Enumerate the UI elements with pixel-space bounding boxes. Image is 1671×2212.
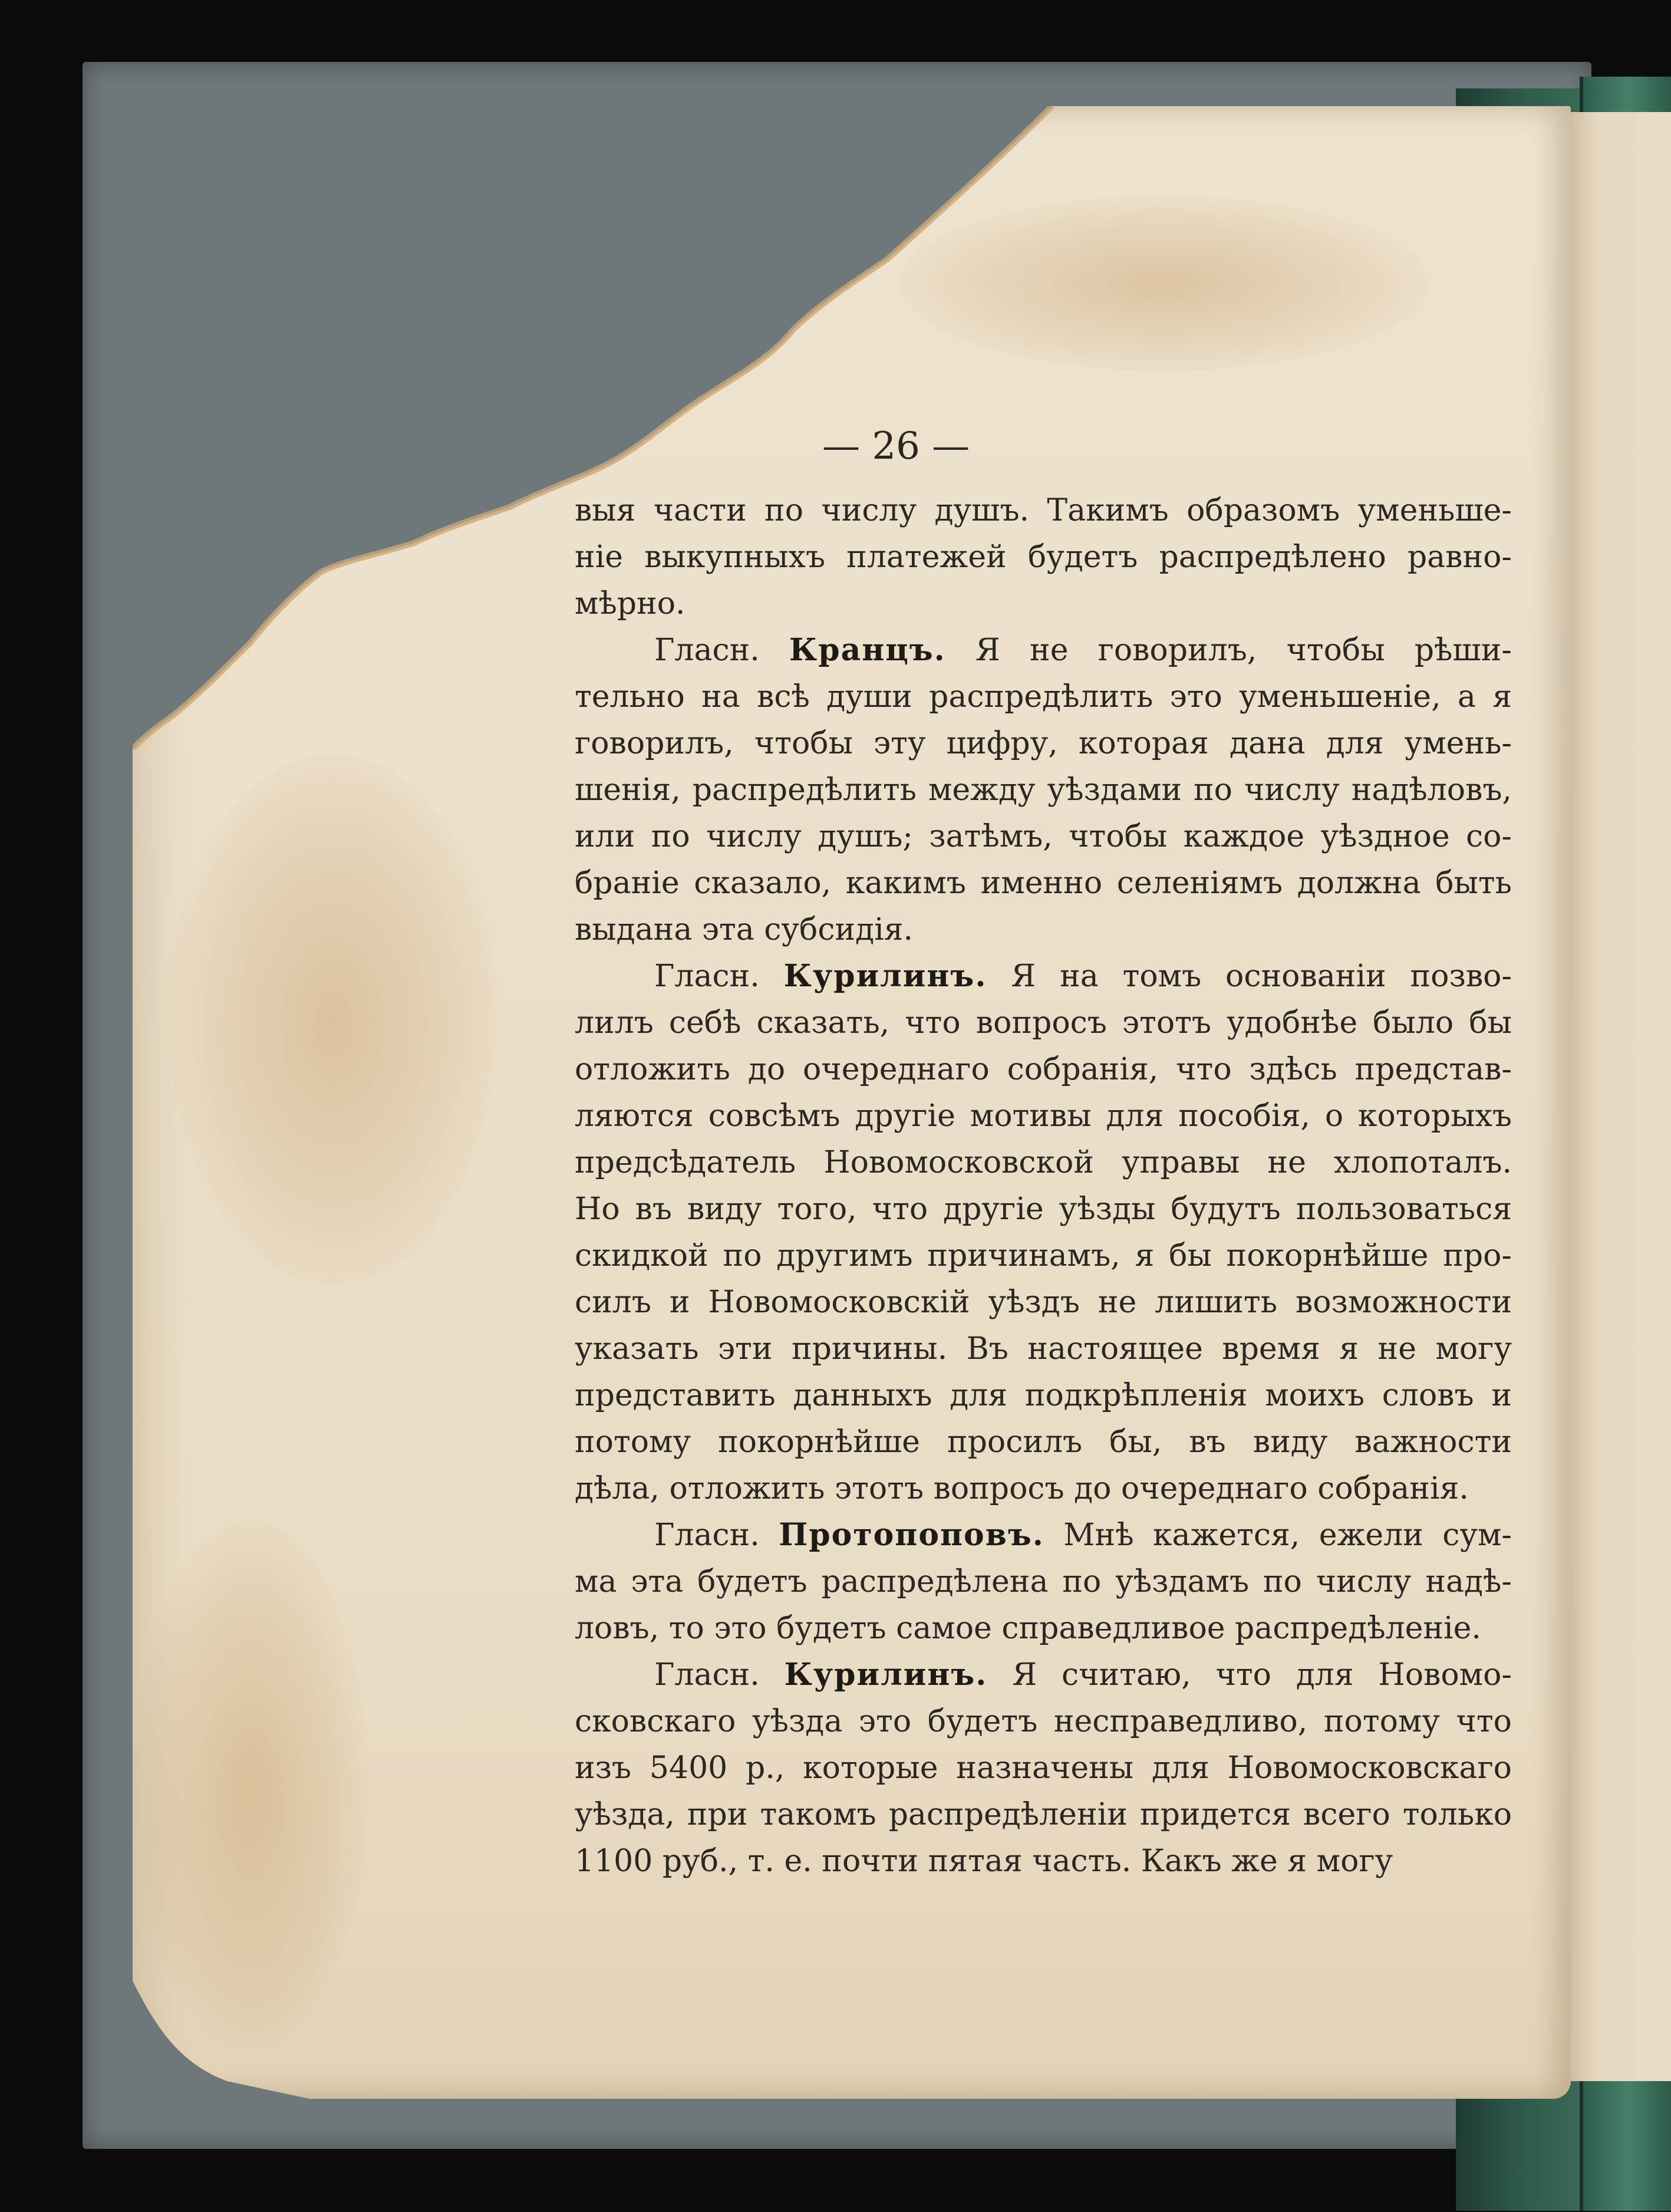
line-text: скидкой по другимъ причинамъ, я бы покорнѣйше про-	[575, 1238, 1512, 1273]
text-line	[575, 1700, 1512, 1743]
text-line	[575, 1747, 1512, 1789]
speaker-name: Кранцъ.	[789, 632, 946, 668]
line-text: изъ 5400 р., которые назначены для Новомосковскаго	[575, 1750, 1512, 1786]
text-line	[575, 815, 1512, 858]
text-line	[575, 629, 1512, 672]
line-text: уѣзда, при такомъ распредѣленіи придется всего только	[575, 1797, 1512, 1832]
text-line	[575, 676, 1512, 718]
text-line	[575, 862, 1512, 904]
text-line	[575, 1095, 1512, 1137]
text-line	[575, 1840, 1512, 1882]
text-line	[575, 489, 1512, 532]
text-line	[575, 1654, 1512, 1696]
line-text: мѣрно.	[575, 586, 685, 621]
line-text: сковскаго уѣзда это будетъ несправедливо, потому что	[575, 1704, 1512, 1739]
line-text: выдана эта субсидія.	[575, 912, 914, 947]
text-line	[575, 1048, 1512, 1091]
line-text: Я не говорилъ, чтобы рѣши-	[945, 633, 1512, 668]
water-stain	[168, 755, 498, 1285]
line-text: Я на томъ основаніи позво-	[987, 959, 1512, 994]
text-line	[575, 1281, 1512, 1324]
text-line	[575, 1002, 1512, 1044]
water-stain	[899, 195, 1429, 371]
line-text: ніе выкупныхъ платежей будетъ распредѣлено равно-	[575, 539, 1512, 575]
facing-page-edge	[1562, 112, 1671, 2081]
text-line	[575, 1607, 1512, 1650]
line-text: говорилъ, чтобы эту цифру, которая дана для умень-	[575, 726, 1512, 761]
line-text: Гласн.	[654, 1518, 779, 1553]
page-number: — 26 —	[822, 424, 970, 468]
speaker-name: Протопоповъ.	[779, 1517, 1044, 1553]
water-stain	[133, 1521, 368, 2052]
text-line	[575, 955, 1512, 998]
line-text: ма эта будетъ распредѣлена по уѣздамъ по числу надѣ-	[575, 1564, 1512, 1599]
text-line	[575, 1328, 1512, 1370]
line-text: Мнѣ кажется, ежели сум-	[1044, 1518, 1512, 1553]
document-page	[133, 106, 1571, 2099]
text-line	[575, 582, 1512, 625]
text-line	[575, 1235, 1512, 1277]
line-text: дѣла, отложить этотъ вопросъ до очереднаго собранія.	[575, 1471, 1469, 1506]
line-text: тельно на всѣ души распредѣлить это уменьшеніе, а я	[575, 679, 1512, 715]
text-line	[575, 1561, 1512, 1603]
line-text: ловъ, то это будетъ самое справедливое распредѣленіе.	[575, 1611, 1481, 1646]
line-text: потому покорнѣйше просилъ бы, въ виду важности	[575, 1424, 1512, 1460]
line-text: браніе сказало, какимъ именно селеніямъ должна быть	[575, 865, 1512, 901]
text-line	[575, 769, 1512, 811]
line-text: ляются совсѣмъ другіе мотивы для пособія, о которыхъ	[575, 1098, 1512, 1134]
line-text: представить данныхъ для подкрѣпленія моихъ словъ и	[575, 1378, 1512, 1413]
line-text: Гласн.	[654, 1657, 785, 1693]
line-text: силъ и Новомосковскій уѣздъ не лишить возможности	[575, 1285, 1512, 1320]
text-line	[575, 722, 1512, 765]
line-text: предсѣдатель Новомосковской управы не хлопоталъ.	[575, 1145, 1512, 1180]
speaker-name: Курилинъ.	[783, 958, 987, 994]
text-line	[575, 1793, 1512, 1836]
line-text: или по числу душъ; затѣмъ, чтобы каждое уѣздное со-	[575, 819, 1512, 854]
line-text: Гласн.	[654, 633, 789, 668]
line-text: Я считаю, что для Новомо-	[987, 1657, 1512, 1693]
line-text: лилъ себѣ сказать, что вопросъ этотъ удобнѣе было бы	[575, 1005, 1512, 1041]
text-line	[575, 1188, 1512, 1230]
text-line	[575, 1467, 1512, 1510]
text-line	[575, 536, 1512, 578]
line-text: выя части по числу душъ. Такимъ образомъ уменьше-	[575, 493, 1512, 528]
line-text: 1100 руб., т. е. почти пятая часть. Какъ же я могу	[575, 1844, 1393, 1879]
line-text: отложить до очереднаго собранія, что здѣсь представ-	[575, 1052, 1512, 1087]
text-line	[575, 1514, 1512, 1556]
line-text: Гласн.	[654, 959, 784, 994]
text-line	[575, 908, 1512, 951]
text-line	[575, 1374, 1512, 1417]
line-text: указать эти причины. Въ настоящее время я не могу	[575, 1331, 1512, 1367]
text-line	[575, 1421, 1512, 1463]
line-text: Но въ виду того, что другіе уѣзды будутъ пользоваться	[575, 1191, 1512, 1227]
text-line	[575, 1141, 1512, 1184]
speaker-name: Курилинъ.	[784, 1657, 988, 1693]
line-text: шенія, распредѣлить между уѣздами по числу надѣловъ,	[575, 772, 1512, 808]
